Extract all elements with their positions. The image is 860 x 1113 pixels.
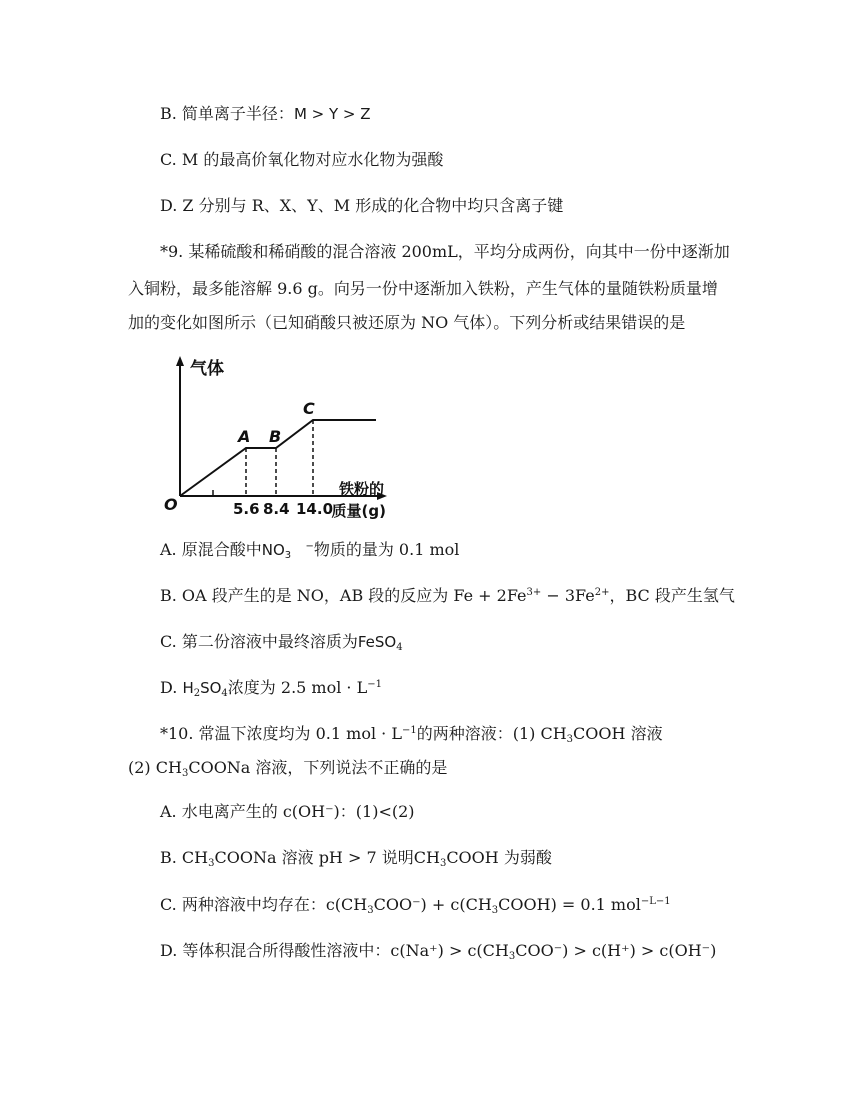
y-axis-label: 气体 [190, 359, 224, 379]
q10-option-d-part1: D. 等体积混合所得酸性溶液中：c(Na⁺) > c(CH [160, 941, 509, 960]
q10-option-d-sub1: 3 [508, 951, 516, 962]
q10-stem-part1: *10. 常温下浓度均为 0.1 mol · L [160, 724, 402, 743]
q10-option-b-part3: COOH 为弱酸 [446, 848, 552, 867]
q10-stem2-part1: (2) CH [128, 758, 182, 777]
q10-stem-line2 [128, 758, 447, 778]
q10-option-c-exponent: −L−1 [640, 896, 671, 907]
x-axis-label-line2: 质量(g) [331, 502, 386, 520]
q9-stem-line2: 入铜粉，最多能溶解 9.6 g。向另一份中逐渐加入铁粉，产生气体的量随铁粉质量增 [128, 279, 718, 298]
x-tick-8-4: 8.4 [263, 500, 290, 518]
point-a-label: A [238, 427, 251, 446]
q10-stem-line1 [160, 724, 663, 744]
q10-option-c-part1: C. 两种溶液中均存在：c(CH [160, 895, 368, 914]
no3-subscript: 3 [284, 550, 292, 561]
q10-option-d-part2: COO⁻) > c(H⁺) > c(OH⁻) [515, 941, 717, 960]
q10-option-d [160, 941, 716, 961]
h2so4-sub4: 4 [221, 688, 228, 699]
x-tick-14-0: 14.0 [296, 500, 334, 518]
q10-stem2-part2: COONa 溶液，下列说法不正确的是 [188, 758, 448, 777]
origin-label: O [164, 495, 178, 514]
q9-stem-line1: *9. 某稀硫酸和稀硝酸的混合溶液 200mL，平均分成两份，向其中一份中逐渐加 [160, 242, 730, 261]
q8-option-b-math: M > Y > Z [293, 105, 371, 123]
q9-option-d-concentration: 浓度为 2.5 mol · L [227, 678, 368, 697]
y-axis-arrow [176, 356, 184, 366]
no3-charge: − [305, 541, 314, 552]
fe3-charge: 3+ [526, 587, 542, 598]
q10-option-b-sub2: 3 [439, 858, 447, 869]
h2so4-h: H [182, 679, 194, 697]
q10-stem-part3: COOH 溶液 [573, 724, 663, 743]
q8-option-b-prefix: B. 简单离子半径： [160, 104, 294, 123]
gas-vs-iron-graph [158, 352, 388, 524]
q9-option-a [160, 540, 459, 560]
q10-option-c-part3: COOH) = 0.1 mol [498, 895, 641, 914]
h2so4-sub2: 2 [193, 688, 201, 699]
feso4-formula: FeSO [357, 633, 397, 651]
q9-option-b [160, 586, 735, 606]
q10-stem-exponent: −1 [401, 725, 417, 736]
fe2-charge: 2+ [594, 587, 610, 598]
q9-option-a-suffix: 物质的量为 0.1 mol [313, 540, 460, 559]
q9-option-c [160, 632, 403, 652]
q10-option-b-sub1: 3 [208, 858, 215, 869]
x-axis-label-line1: 铁粉的 [338, 480, 384, 498]
h2so4-so: SO [200, 679, 222, 697]
q9-option-d [160, 678, 382, 698]
q10-option-a: A. 水电离产生的 c(OH⁻)：(1)<(2) [160, 802, 415, 821]
q10-option-b-part1: B. CH [160, 848, 209, 867]
x-tick-5-6: 5.6 [233, 500, 260, 518]
point-b-label: B [269, 427, 282, 446]
q10-option-c [160, 895, 671, 915]
q10-stem2-subscript: 3 [181, 768, 189, 779]
q9-option-b-part3: ，BC 段产生氢气 [609, 586, 735, 605]
q10-option-b-part2: COONa 溶液 pH > 7 说明CH [214, 848, 440, 867]
q10-option-c-sub2: 3 [491, 905, 499, 916]
no3-ion: NO [261, 541, 285, 559]
q10-option-c-sub1: 3 [367, 905, 374, 916]
q9-option-d-exponent: −1 [367, 679, 382, 690]
q9-option-a-prefix: A. 原混合酸中 [160, 540, 262, 559]
q8-option-d-text: D. Z 分别与 R、X、Y、M 形成的化合物中均只含离子键 [160, 196, 564, 215]
q10-stem-part2: 的两种溶液：(1) CH [416, 724, 567, 743]
q8-option-c [160, 150, 443, 170]
q8-option-b [160, 104, 371, 124]
q9-option-b-part1: B. OA 段产生的是 NO，AB 段的反应为 Fe + 2Fe [160, 586, 527, 605]
q8-option-c-text: C. M 的最高价氧化物对应水化物为强酸 [160, 150, 444, 169]
q10-stem-subscript: 3 [566, 734, 574, 745]
feso4-subscript: 4 [396, 642, 403, 653]
no3-formula [262, 541, 314, 559]
point-c-label: C [303, 399, 315, 418]
q8-option-d [160, 196, 563, 216]
q10-option-b [160, 848, 552, 868]
q9-option-c-prefix: C. 第二份溶液中最终溶质为 [160, 632, 358, 651]
q9-option-d-prefix: D. [160, 678, 183, 697]
q9-option-b-part2: − 3Fe [541, 586, 595, 605]
q10-option-c-part2: COO⁻) + c(CH [373, 895, 492, 914]
q9-stem-line3: 加的变化如图所示（已知硝酸只被还原为 NO 气体）。下列分析或结果错误的是 [128, 313, 686, 332]
